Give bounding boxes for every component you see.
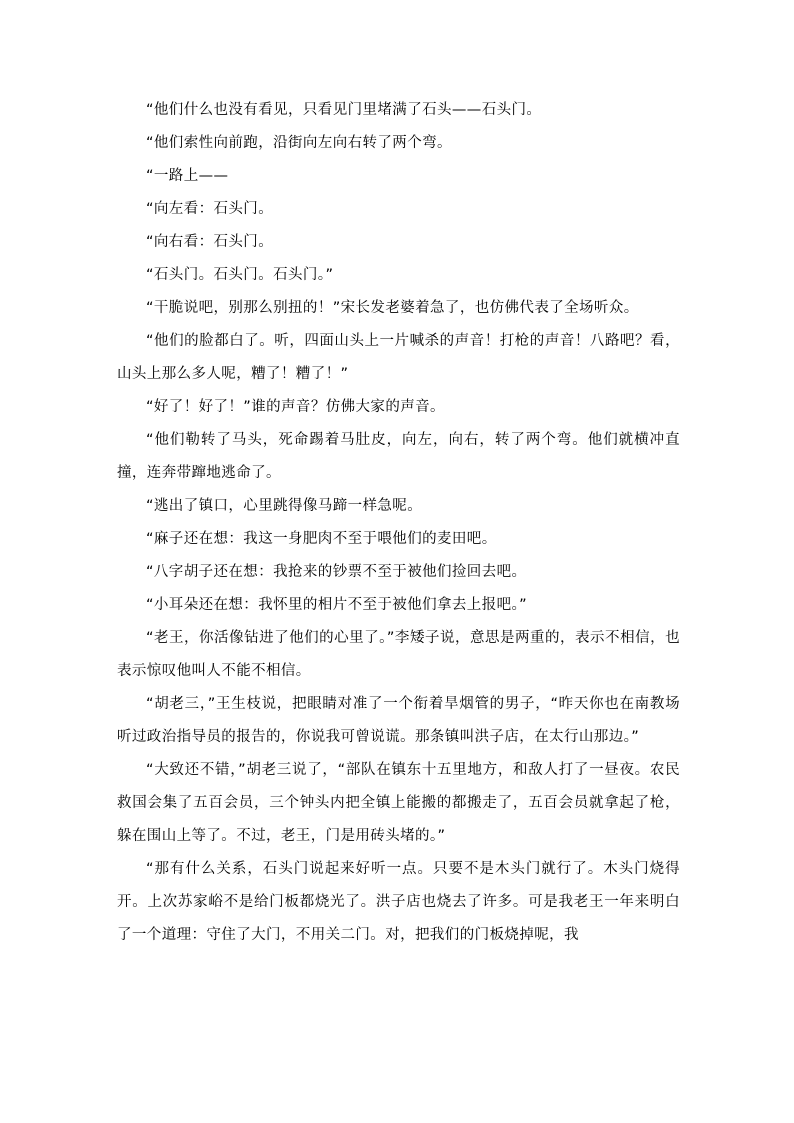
paragraph: “胡老三，”王生枝说，把眼睛对准了一个衔着旱烟管的男子，“昨天你也在南教场听过政治指导员的报告的，你说我可曾说谎。那条镇叫洪子店，在太行山那边。” [117, 696, 680, 745]
paragraph: “大致还不错，”胡老三说了，“部队在镇东十五里地方，和敌人打了一昼夜。农民救国会集了五百会员，三个钟头内把全镇上能搬的都搬走了，五百会员就拿起了枪，躲在围山上等了。不过，老王，门是用砖头堵的。” [117, 762, 680, 844]
paragraph: “那有什么关系，石头门说起来好听一点。只要不是木头门就行了。木头门烧得开。上次苏家峪不是给门板都烧光了。洪子店也烧去了许多。可是我老王一年来明白了一个道理：守住了大门，不用关二门。对，把我们的门板烧掉呢，我 [117, 861, 680, 943]
paragraph: “干脆说吧，别那么别扭的！”宋长发老婆着急了，也仿佛代表了全场听众。 [146, 300, 639, 316]
paragraph: “逃出了镇口，心里跳得像马蹄一样急呢。 [146, 498, 423, 514]
paragraph: “向右看：石头门。 [146, 234, 274, 250]
paragraph: “他们什么也没有看见，只看见门里堵满了石头——石头门。 [146, 102, 542, 118]
paragraph: “小耳朵还在想：我怀里的相片不至于被他们拿去上报吧。” [146, 597, 528, 613]
paragraph: “八字胡子还在想：我抢来的钞票不至于被他们捡回去吧。 [146, 564, 527, 580]
story-text [117, 94, 680, 952]
paragraph: “他们勒转了马头，死命踢着马肚皮，向左，向右，转了两个弯。他们就横冲直撞，连奔带蹿地逃命了。 [117, 432, 680, 481]
paragraph: “麻子还在想：我这一身肥肉不至于喂他们的麦田吧。 [146, 531, 497, 547]
paragraph: “他们的脸都白了。听，四面山头上一片喊杀的声音！打枪的声音！八路吧？看，山头上那么多人呢，糟了！糟了！” [117, 333, 680, 382]
paragraph: “好了！好了！”谁的声音？仿佛大家的声音。 [146, 399, 445, 415]
paragraph: “石头门。石头门。石头门。” [146, 267, 334, 283]
paragraph: “老王，你活像钻进了他们的心里了。”李矮子说，意思是两重的，表示不相信，也表示惊叹他叫人不能不相信。 [117, 630, 680, 679]
paragraph: “一路上—— [146, 168, 229, 184]
paragraph: “向左看：石头门。 [146, 201, 274, 217]
paragraph: “他们索性向前跑，沿街向左向右转了两个弯。 [146, 135, 452, 151]
